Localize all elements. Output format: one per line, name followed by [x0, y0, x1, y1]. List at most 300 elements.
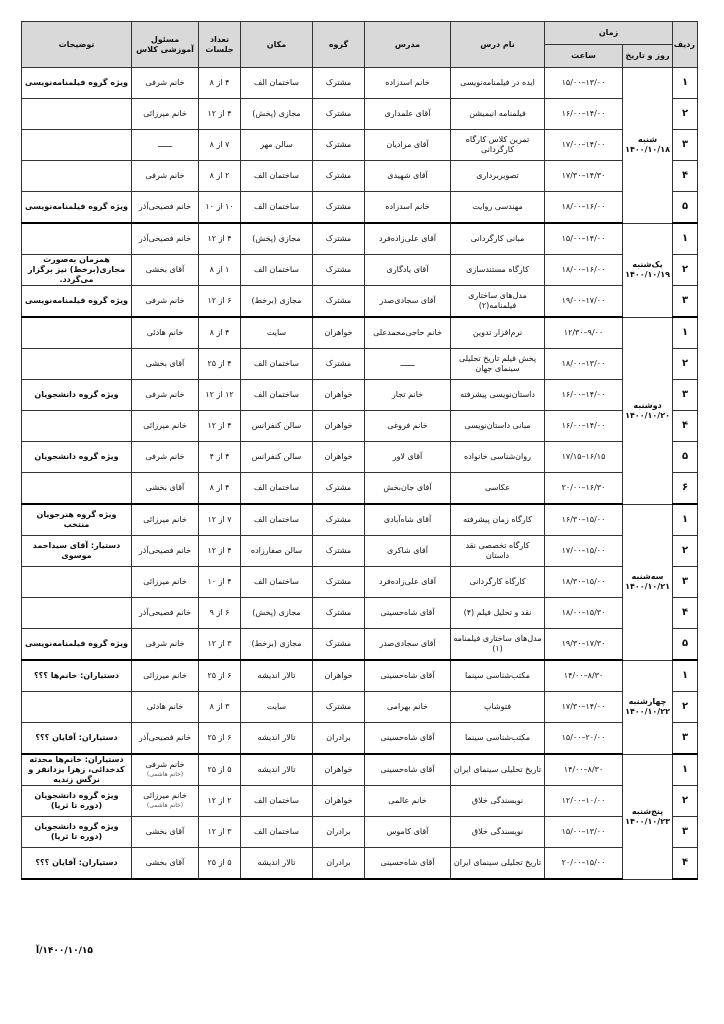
- teacher-cell: [365, 223, 451, 255]
- group-cell-text: خواهران: [324, 390, 353, 399]
- day-date: ۱۴۰۰/۱۰/۲۰: [625, 410, 670, 420]
- responsible-cell-text: خانم فصیحی‌آذر: [138, 234, 192, 243]
- sessions-cell-text: ۷ از ۱۲: [207, 515, 232, 524]
- header-teacher: مدرس: [365, 22, 451, 68]
- time-cell: [545, 380, 623, 411]
- group-cell-text: مشترک: [325, 483, 352, 492]
- course-cell-text: داستان‌نویسی پیشرفته: [460, 390, 535, 399]
- table-row: [22, 754, 698, 786]
- group-cell-text: برادران: [326, 827, 351, 836]
- place-cell: [241, 848, 313, 880]
- responsible-cell-text: آقای بخشی: [145, 483, 185, 492]
- time-cell-text: ۱۶/۱۵–۱۷/۱۵: [561, 452, 606, 461]
- course-cell: [451, 161, 545, 192]
- teacher-cell: [365, 349, 451, 380]
- group-cell: [313, 598, 365, 629]
- time-cell-text: ۱۷/۰۰–۱۹/۰۰: [561, 296, 606, 305]
- row-number-text: ۶: [681, 482, 689, 493]
- row-number-text: ۲: [681, 108, 689, 119]
- notes-cell: [22, 99, 132, 130]
- sessions-cell: [199, 754, 241, 786]
- group-cell-text: مشترک: [325, 78, 352, 87]
- responsible-cell: [132, 598, 199, 629]
- table-row: [22, 504, 698, 536]
- group-cell-text: مشترک: [325, 359, 352, 368]
- responsible-cell-text: خانم شرفی: [145, 296, 185, 305]
- course-cell: [451, 692, 545, 723]
- time-cell: [545, 754, 623, 786]
- notes-cell: [22, 536, 132, 567]
- group-cell: [313, 68, 365, 99]
- table-row: [22, 567, 698, 598]
- time-cell-text: ۱۴/۰۰–۱۷/۳۰: [561, 702, 606, 711]
- responsible-cell: [132, 349, 199, 380]
- notes-cell-text: ویژه گروه دانشجویان (دوره تا ثریا): [34, 791, 119, 810]
- place-cell: [241, 692, 313, 723]
- course-cell: [451, 536, 545, 567]
- place-cell-text: ساختمان الف: [254, 78, 299, 87]
- time-cell-text: ۱۴/۰۰–۱۶/۰۰: [561, 109, 606, 118]
- time-cell-text: ۱۴/۰۰–۱۵/۰۰: [561, 234, 606, 243]
- course-cell: [451, 786, 545, 817]
- teacher-cell: [365, 192, 451, 224]
- notes-cell: [22, 286, 132, 318]
- responsible-cell-text: آقای بخشی: [145, 265, 185, 274]
- notes-cell-text: دستیار: آقای سیداحمد موسوی: [32, 541, 121, 560]
- place-cell-text: ساختمان الف: [254, 515, 299, 524]
- sessions-cell-text: ۲ از ۱۲: [207, 796, 232, 805]
- time-cell-text: ۱۵/۰۰–۱۷/۰۰: [561, 546, 606, 555]
- day-date-cell: [623, 223, 673, 317]
- teacher-cell-text: آقای علمداری: [384, 109, 431, 118]
- schedule-sheet: [21, 21, 697, 880]
- teacher-cell-text: آقای شاه‌حسینی: [380, 858, 435, 867]
- teacher-cell: [365, 754, 451, 786]
- table-row: [22, 380, 698, 411]
- table-row: [22, 536, 698, 567]
- row-number: [673, 817, 698, 848]
- row-number-text: ۲: [681, 264, 689, 275]
- table-row: [22, 411, 698, 442]
- time-cell-text: ۱۶/۰۰–۱۸/۰۰: [561, 202, 606, 211]
- notes-cell: [22, 130, 132, 161]
- time-cell-text: ۱۶/۰۰–۱۸/۰۰: [561, 265, 606, 274]
- header-sessions-line1: تعداد: [210, 34, 229, 44]
- notes-cell: [22, 567, 132, 598]
- time-cell: [545, 786, 623, 817]
- responsible-cell: [132, 411, 199, 442]
- teacher-cell-text: آقای علی‌زاده‌فرد: [378, 577, 437, 586]
- teacher-cell: [365, 629, 451, 661]
- teacher-cell-text: آقای سجادی‌صدر: [379, 296, 436, 305]
- place-cell-text: مجازی (پخش): [252, 234, 301, 243]
- responsible-cell: [132, 286, 199, 318]
- notes-cell: [22, 442, 132, 473]
- notes-cell-text: دستیاران: آقایان ؟؟؟: [35, 733, 118, 742]
- teacher-cell: [365, 442, 451, 473]
- place-cell-text: مجازی (پخش): [252, 608, 301, 617]
- course-cell-text: روان‌شناسی خانواده: [463, 452, 531, 461]
- notes-cell: [22, 317, 132, 349]
- teacher-cell: [365, 317, 451, 349]
- sessions-cell-text: ۴ از ۱۲: [207, 109, 232, 118]
- place-cell: [241, 723, 313, 755]
- teacher-cell: [365, 817, 451, 848]
- time-cell-text: ۲۰/۰۰–۱۵/۰۰: [561, 733, 606, 742]
- day-label: چهارشنبه: [628, 697, 667, 706]
- teacher-cell-text: آقای شاکری: [387, 546, 428, 555]
- time-cell-text: ۹/۰۰–۱۲/۳۰: [563, 328, 604, 337]
- responsible-cell-text: خانم شرفی: [145, 452, 185, 461]
- sessions-cell: [199, 68, 241, 99]
- place-cell-text: سالن کنفرانس: [251, 421, 302, 430]
- time-cell-text: ۱۳/۰۰–۱۸/۰۰: [561, 359, 606, 368]
- time-cell: [545, 286, 623, 318]
- teacher-cell-text: خانم بهرامی: [387, 702, 428, 711]
- place-cell-text: سایت: [266, 328, 287, 337]
- teacher-cell-text: آقای یادگاری: [386, 265, 429, 274]
- row-number-text: ۲: [681, 795, 689, 806]
- day-label: یک‌شنبه: [632, 260, 663, 269]
- header-time: زمان: [545, 22, 673, 45]
- table-row: [22, 255, 698, 286]
- responsible-cell: [132, 473, 199, 505]
- sessions-cell-text: ۶ از ۲۵: [207, 733, 232, 742]
- time-cell: [545, 567, 623, 598]
- place-cell: [241, 817, 313, 848]
- group-cell-text: مشترک: [325, 546, 352, 555]
- time-cell-text: ۸/۳۰–۱۴/۰۰: [563, 671, 604, 680]
- time-cell-text: ۱۰/۰۰–۱۲/۰۰: [561, 796, 606, 805]
- sessions-cell-text: ۴ از ۸: [209, 78, 230, 87]
- row-number-text: ۲: [681, 701, 689, 712]
- teacher-cell: [365, 68, 451, 99]
- notes-cell-text: ویژه گروه فیلمنامه‌نویسی: [24, 202, 129, 211]
- row-number: [673, 567, 698, 598]
- row-number: [673, 286, 698, 318]
- course-cell: [451, 192, 545, 224]
- sessions-cell-text: ۴ از ۱۲: [207, 234, 232, 243]
- notes-cell: [22, 817, 132, 848]
- responsible-cell-text: خانم فصیحی‌آذر: [138, 733, 192, 742]
- sessions-cell: [199, 349, 241, 380]
- group-cell: [313, 442, 365, 473]
- teacher-cell: [365, 380, 451, 411]
- group-cell: [313, 192, 365, 224]
- responsible-cell-text: خانم هادئی: [146, 328, 184, 337]
- day-date-cell: [623, 754, 673, 879]
- row-number-text: ۱: [681, 327, 689, 338]
- responsible-cell-text: خانم میرزائی: [143, 671, 187, 680]
- day-date: ۱۴۰۰/۱۰/۱۹: [625, 270, 670, 279]
- notes-cell-text: دستیاران: خانم‌ها محدثه کدخدائی، زهرا یزدانفر و نرگس زندیه: [28, 755, 125, 784]
- course-cell-text: مدل‌های ساختاری فیلمنامه(۲): [468, 291, 527, 310]
- time-cell-text: ۱۶/۳۰–۲۰/۰۰: [561, 483, 606, 492]
- place-cell: [241, 161, 313, 192]
- table-row: [22, 473, 698, 505]
- time-cell: [545, 192, 623, 224]
- course-cell: [451, 380, 545, 411]
- table-row: [22, 192, 698, 224]
- place-cell: [241, 754, 313, 786]
- place-cell: [241, 130, 313, 161]
- group-cell-text: برادران: [326, 733, 351, 742]
- header-responsible: [132, 22, 199, 68]
- sessions-cell-text: ۴ از ۲۵: [207, 359, 232, 368]
- row-number-text: ۴: [681, 857, 689, 868]
- group-cell-text: خواهران: [324, 328, 353, 337]
- table-row: [22, 848, 698, 880]
- responsible-cell: [132, 380, 199, 411]
- row-number: [673, 161, 698, 192]
- table-row: [22, 442, 698, 473]
- time-cell: [545, 411, 623, 442]
- place-cell-text: ساختمان الف: [254, 359, 299, 368]
- table-row: [22, 130, 698, 161]
- course-cell: [451, 629, 545, 661]
- sessions-cell-text: ۴ از ۱۰: [207, 577, 232, 586]
- sessions-cell: [199, 223, 241, 255]
- place-cell: [241, 786, 313, 817]
- row-number-text: ۱: [681, 77, 689, 88]
- notes-cell: [22, 786, 132, 817]
- group-cell-text: خواهران: [324, 796, 353, 805]
- table-row: [22, 161, 698, 192]
- course-cell: [451, 660, 545, 692]
- course-cell-text: تمرین کلاس کارگاه کارگردانی: [465, 135, 530, 154]
- time-cell-text: ۱۷/۳۰–۱۹/۳۰: [561, 639, 606, 648]
- time-cell: [545, 255, 623, 286]
- responsible-cell: [132, 130, 199, 161]
- header-row-number: ردیف: [673, 22, 698, 68]
- row-number: [673, 848, 698, 880]
- row-number: [673, 317, 698, 349]
- time-cell: [545, 629, 623, 661]
- place-cell: [241, 99, 313, 130]
- teacher-cell: [365, 504, 451, 536]
- notes-cell: [22, 629, 132, 661]
- notes-cell: [22, 473, 132, 505]
- responsible-cell: [132, 817, 199, 848]
- time-cell: [545, 317, 623, 349]
- group-cell-text: خواهران: [324, 765, 353, 774]
- responsible-cell-text: خانم شرفی: [145, 639, 185, 648]
- group-cell: [313, 380, 365, 411]
- row-number: [673, 598, 698, 629]
- row-number: [673, 692, 698, 723]
- group-cell-text: مشترک: [325, 265, 352, 274]
- responsible-cell-text: خانم شرفی: [145, 760, 185, 769]
- group-cell: [313, 817, 365, 848]
- group-cell-text: مشترک: [325, 140, 352, 149]
- responsible-cell: [132, 68, 199, 99]
- teacher-cell-text: آقای لاور: [392, 452, 423, 461]
- sessions-cell: [199, 817, 241, 848]
- course-cell-text: مبانی کارگردانی: [470, 234, 525, 243]
- row-number: [673, 536, 698, 567]
- footer-date: ۱۴۰۰/۱۰/۱۵/آ: [36, 946, 93, 956]
- course-cell-text: تاریخ تحلیلی سینمای ایران: [453, 765, 542, 774]
- row-number: [673, 754, 698, 786]
- group-cell-text: مشترک: [325, 109, 352, 118]
- responsible-cell-text: خانم فصیحی‌آذر: [138, 608, 192, 617]
- sessions-cell: [199, 786, 241, 817]
- place-cell: [241, 567, 313, 598]
- row-number: [673, 255, 698, 286]
- course-cell-text: ایده در فیلمنامه‌نویسی: [460, 78, 535, 87]
- day-date: ۱۴۰۰/۱۰/۱۸: [625, 145, 670, 155]
- notes-cell-text: همزمان به‌صورت مجازی(برخط) نیز برگزار می‌گردد.: [27, 255, 126, 284]
- sessions-cell: [199, 192, 241, 224]
- day-date: ۱۴۰۰/۱۰/۲۲: [625, 707, 670, 716]
- course-cell: [451, 723, 545, 755]
- responsible-cell-text: خانم میرزائی: [143, 109, 187, 118]
- day-date-cell: [623, 68, 673, 224]
- sessions-cell-text: ۴ از ۱۲: [207, 546, 232, 555]
- teacher-cell: [365, 567, 451, 598]
- group-cell: [313, 130, 365, 161]
- day-date: ۱۴۰۰/۱۰/۲۱: [625, 582, 670, 591]
- place-cell-text: ساختمان الف: [254, 827, 299, 836]
- responsible-cell: [132, 317, 199, 349]
- place-cell: [241, 598, 313, 629]
- row-number: [673, 723, 698, 755]
- sessions-cell-text: ۴ از ۸: [209, 328, 230, 337]
- group-cell-text: مشترک: [325, 702, 352, 711]
- time-cell: [545, 99, 623, 130]
- notes-cell: [22, 848, 132, 880]
- group-cell-text: برادران: [326, 858, 351, 867]
- teacher-cell-text: خانم فروغی: [387, 421, 428, 430]
- header-row-1: [22, 22, 698, 45]
- group-cell-text: مشترک: [325, 577, 352, 586]
- sessions-cell-text: ۱۲ از ۱۲: [205, 390, 234, 399]
- teacher-cell: [365, 536, 451, 567]
- schedule-body: [22, 68, 698, 880]
- place-cell-text: ساختمان الف: [254, 202, 299, 211]
- table-row: [22, 786, 698, 817]
- responsible-cell: [132, 442, 199, 473]
- notes-cell: [22, 660, 132, 692]
- day-date-cell: [623, 660, 673, 754]
- responsible-cell: [132, 848, 199, 880]
- time-cell-text: ۱۴/۰۰–۱۶/۰۰: [561, 390, 606, 399]
- place-cell-text: مجازی (برخط): [251, 296, 302, 305]
- place-cell: [241, 504, 313, 536]
- place-cell: [241, 411, 313, 442]
- group-cell: [313, 255, 365, 286]
- responsible-cell: [132, 754, 199, 786]
- responsible-cell: [132, 629, 199, 661]
- day-date-cell: [623, 504, 673, 660]
- row-number-text: ۳: [681, 295, 689, 306]
- sessions-cell-text: ۴ از ۱۲: [207, 421, 232, 430]
- row-number-text: ۵: [681, 201, 689, 212]
- group-cell-text: خواهران: [324, 452, 353, 461]
- row-number-text: ۴: [681, 170, 689, 181]
- course-cell-text: پخش فیلم تاریخ تحلیلی سینمای جهان: [458, 354, 537, 373]
- sessions-cell: [199, 286, 241, 318]
- sessions-cell: [199, 317, 241, 349]
- table-row: [22, 99, 698, 130]
- course-cell: [451, 598, 545, 629]
- sessions-cell: [199, 411, 241, 442]
- teacher-cell-text: آقای علی‌زاده‌فرد: [378, 234, 437, 243]
- place-cell-text: تالار اندیشه: [257, 671, 296, 680]
- row-number-text: ۳: [681, 732, 689, 743]
- responsible-cell-text: خانم شرفی: [145, 390, 185, 399]
- table-row: [22, 223, 698, 255]
- row-number-text: ۲: [681, 358, 689, 369]
- time-cell: [545, 817, 623, 848]
- time-cell: [545, 161, 623, 192]
- sessions-cell: [199, 473, 241, 505]
- header-course: نام درس: [451, 22, 545, 68]
- responsible-cell-text: خانم میرزائی: [143, 577, 187, 586]
- row-number: [673, 629, 698, 661]
- course-cell-text: مکتب‌شناسی سینما: [464, 671, 531, 680]
- row-number: [673, 223, 698, 255]
- responsible-cell: [132, 99, 199, 130]
- course-cell-text: فتوشاپ: [483, 702, 512, 711]
- responsible-cell-text: آقای بخشی: [145, 827, 185, 836]
- sessions-cell-text: ۱ از ۸: [209, 265, 230, 274]
- table-row: [22, 817, 698, 848]
- group-cell-text: مشترک: [325, 171, 352, 180]
- sessions-cell: [199, 598, 241, 629]
- sessions-cell-text: ۲ از ۸: [209, 171, 230, 180]
- course-cell: [451, 68, 545, 99]
- notes-cell: [22, 223, 132, 255]
- sessions-cell: [199, 255, 241, 286]
- group-cell: [313, 286, 365, 318]
- place-cell: [241, 192, 313, 224]
- table-row: [22, 349, 698, 380]
- course-cell: [451, 442, 545, 473]
- time-cell-text: ۸/۳۰–۱۴/۰۰: [563, 765, 604, 774]
- row-number-text: ۵: [681, 451, 689, 462]
- course-cell: [451, 255, 545, 286]
- group-cell: [313, 504, 365, 536]
- teacher-cell-text: خانم عالمی: [388, 796, 427, 805]
- responsible-cell-text: خانم شرفی: [145, 78, 185, 87]
- sessions-cell: [199, 536, 241, 567]
- teacher-cell-text: آقای شهیدی: [387, 171, 428, 180]
- header-sessions: [199, 22, 241, 68]
- responsible-cell: [132, 723, 199, 755]
- group-cell: [313, 660, 365, 692]
- course-cell-text: تاریخ تحلیلی سینمای ایران: [453, 858, 542, 867]
- row-number-text: ۳: [681, 576, 689, 587]
- notes-cell: [22, 754, 132, 786]
- responsible-cell: [132, 786, 199, 817]
- teacher-cell-text: آقای جان‌بخش: [383, 483, 432, 492]
- time-cell: [545, 692, 623, 723]
- place-cell-text: سالن صفارزاده: [250, 546, 303, 555]
- time-cell: [545, 130, 623, 161]
- group-cell-text: خواهران: [324, 421, 353, 430]
- course-cell-text: فیلمنامه انیمیشن: [469, 109, 526, 118]
- teacher-cell: [365, 723, 451, 755]
- course-cell-text: مهندسی روایت: [472, 202, 523, 211]
- course-cell: [451, 223, 545, 255]
- row-number: [673, 349, 698, 380]
- responsible-cell: [132, 255, 199, 286]
- day-label: دوشنبه: [633, 400, 662, 410]
- course-cell: [451, 504, 545, 536]
- sessions-cell: [199, 692, 241, 723]
- place-cell: [241, 255, 313, 286]
